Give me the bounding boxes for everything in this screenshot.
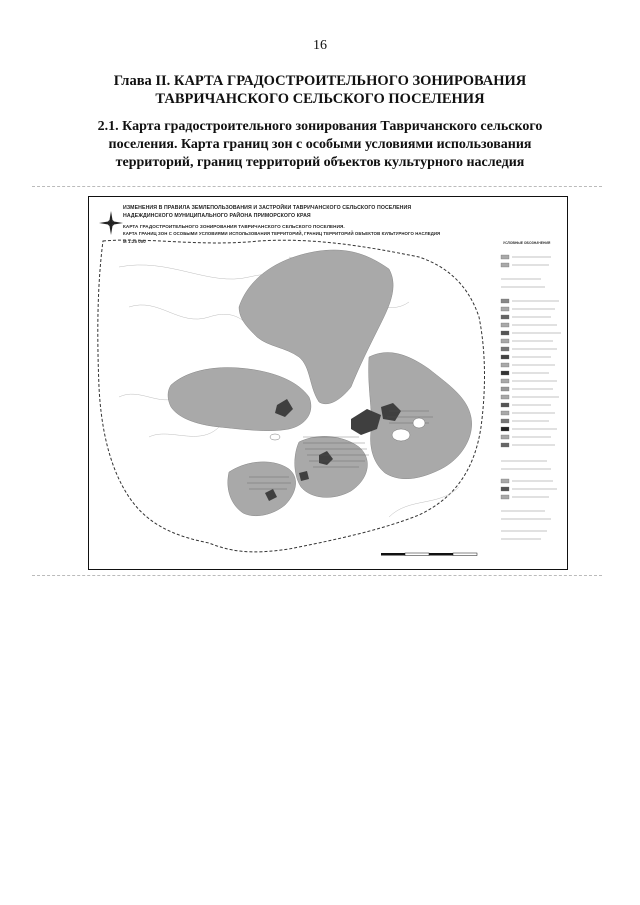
map-scale-label: М 1:25 000 bbox=[123, 239, 146, 244]
bottom-divider bbox=[32, 575, 602, 576]
zone-west bbox=[168, 368, 311, 431]
scale-bar bbox=[381, 553, 477, 556]
map-legend bbox=[501, 255, 561, 539]
chapter-heading-line-2: ТАВРИЧАНСКОГО СЕЛЬСКОГО ПОСЕЛЕНИЯ bbox=[155, 91, 485, 107]
map-subtitle-line-1: КАРТА ГРАДОСТРОИТЕЛЬНОГО ЗОНИРОВАНИЯ ТАВРИЧАНСКОГО СЕЛЬСКОГО ПОСЕЛЕНИЯ. bbox=[123, 224, 345, 229]
top-divider bbox=[32, 186, 602, 187]
page-number: 16 bbox=[313, 38, 327, 53]
map-title-line-2: НАДЕЖДИНСКОГО МУНИЦИПАЛЬНОГО РАЙОНА ПРИМОРСКОГО КРАЯ bbox=[123, 213, 311, 219]
section-heading-line-1: 2.1. Карта градостроительного зонирования Тавричанского сельского bbox=[97, 119, 543, 134]
compass-icon bbox=[99, 211, 123, 235]
chapter-heading-line-1: Глава II. КАРТА ГРАДОСТРОИТЕЛЬНОГО ЗОНИРОВАНИЯ bbox=[113, 73, 527, 89]
section-heading-line-3: территорий, границ территорий объектов культурного наследия bbox=[115, 155, 525, 170]
chapter-heading bbox=[60, 72, 580, 108]
section-heading-line-2: поселения. Карта границ зон с особыми условиями использования bbox=[108, 137, 532, 152]
map-subtitle-line-2: КАРТА ГРАНИЦ ЗОН С ОСОБЫМИ УСЛОВИЯМИ ИСПОЛЬЗОВАНИЯ ТЕРРИТОРИЙ, ГРАНИЦ ТЕРРИТОРИЙ ОБЪЕКТОВ КУЛЬТУРНОГО НАСЛЕДИЯ bbox=[123, 231, 441, 236]
section-heading bbox=[70, 118, 570, 172]
map-drawing bbox=[89, 197, 567, 569]
legend-title: УСЛОВНЫЕ ОБОЗНАЧЕНИЯ bbox=[503, 241, 551, 245]
map-title-line-1: ИЗМЕНЕНИЯ В ПРАВИЛА ЗЕМЛЕПОЛЬЗОВАНИЯ И ЗАСТРОЙКИ ТАВРИЧАНСКОГО СЕЛЬСКОГО ПОСЕЛЕНИЯ bbox=[123, 205, 412, 211]
zoning-map bbox=[88, 196, 568, 570]
